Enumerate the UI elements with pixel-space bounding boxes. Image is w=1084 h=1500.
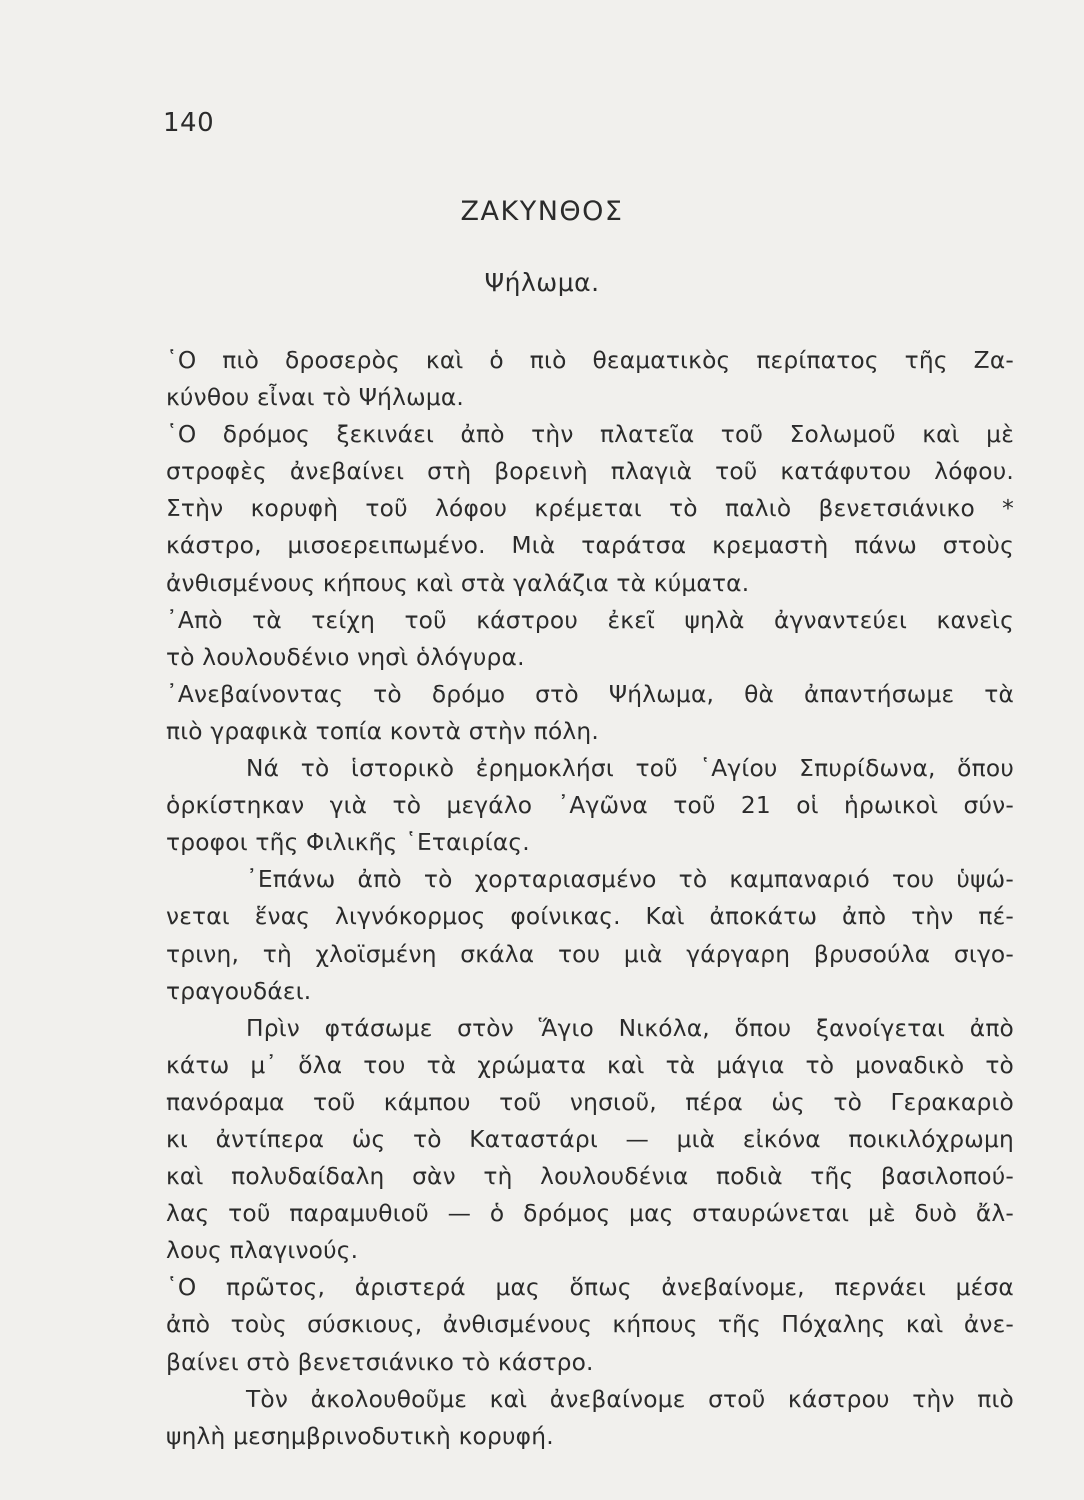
text-line: Πρὶν φτάσωμε στὸν Ἅγιο Νικόλα, ὅπου ξανοίγεται ἀπὸ xyxy=(246,1014,1014,1042)
text-line: ῾Ο δρόμος ξεκινάει ἀπὸ τὴν πλατεῖα τοῦ Σολωμοῦ καὶ μὲ xyxy=(166,421,1014,449)
text-line: ὁρκίστηκαν γιὰ τὸ μεγάλο ᾿Αγῶνα τοῦ 21 οἱ ἡρωικοὶ σύν- xyxy=(166,792,1014,820)
text-line: κάτω μ᾿ ὅλα του τὰ χρώματα καὶ τὰ μάγια τὸ μοναδικὸ τὸ xyxy=(166,1051,1014,1079)
text-line: Νά τὸ ἱστορικὸ ἐρημοκλήσι τοῦ ῾Αγίου Σπυρίδωνα, ὅπου xyxy=(246,755,1014,783)
body-text xyxy=(166,342,1014,1455)
text-line: λας τοῦ παραμυθιοῦ — ὁ δρόμος μας σταυρώνεται μὲ δυὸ ἄλ- xyxy=(166,1200,1014,1228)
text-line: ῾Ο πιὸ δροσερὸς καὶ ὁ πιὸ θεαματικὸς περίπατος τῆς Ζα- xyxy=(166,347,1014,374)
text-line: κι ἀντίπερα ὡς τὸ Καταστάρι — μιὰ εἰκόνα ποικιλόχρωμη xyxy=(166,1125,1014,1153)
text-line: πιὸ γραφικὰ τοπία κοντὰ στὴν πόλη. xyxy=(166,717,599,745)
text-line: τρινη, τὴ χλοϊσμένη σκάλα του μιὰ γάργαρη βρυσούλα σιγο- xyxy=(166,940,1014,968)
text-line: κύνθου εἶναι τὸ Ψήλωμα. xyxy=(166,384,465,412)
text-line: ἀνθισμένους κήπους καὶ στὰ γαλάζια τὰ κύματα. xyxy=(166,569,750,597)
text-line: ψηλὴ μεσημβρινοδυτικὴ κορυφή. xyxy=(166,1422,554,1450)
text-line: ἀπὸ τοὺς σύσκιους, ἀνθισμένους κήπους τῆς Πόχαλης καὶ ἀνε- xyxy=(166,1311,1014,1339)
text-line: ᾿Επάνω ἀπὸ τὸ χορταριασμένο τὸ καμπαναριό του ὑψώ- xyxy=(246,866,1014,894)
text-line: λους πλαγινούς. xyxy=(166,1237,359,1265)
text-line: νεται ἕνας λιγνόκορμος φοίνικας. Καὶ ἀποκάτω ἀπὸ τὴν πέ- xyxy=(166,903,1014,931)
text-line: στροφὲς ἀνεβαίνει στὴ βορεινὴ πλαγιὰ τοῦ κατάφυτου λόφου. xyxy=(166,458,1014,486)
text-line: καὶ πολυδαίδαλη σὰν τὴ λουλουδένια ποδιὰ τῆς βασιλοπού- xyxy=(166,1163,1014,1191)
text-line: πανόραμα τοῦ κάμπου τοῦ νησιοῦ, πέρα ὡς τὸ Γερακαριὸ xyxy=(166,1088,1014,1116)
section-title: Ψήλωμα. xyxy=(484,268,600,297)
text-line: ᾿Απὸ τὰ τείχη τοῦ κάστρου ἐκεῖ ψηλὰ ἀγναντεύει κανεὶς xyxy=(166,606,1014,634)
text-line: Τὸν ἀκολουθοῦμε καὶ ἀνεβαίνομε στοῦ κάστρου τὴν πιὸ xyxy=(246,1385,1014,1413)
text-line: βαίνει στὸ βενετσιάνικο τὸ κάστρο. xyxy=(166,1348,594,1376)
text-line: ῾Ο πρῶτος, ἀριστερά μας ὅπως ἀνεβαίνομε, περνάει μέσα xyxy=(166,1274,1014,1302)
chapter-title: ΖΑΚΥΝΘΟΣ xyxy=(460,196,624,227)
text-line: κάστρο, μισοερειπωμένο. Μιὰ ταράτσα κρεμαστὴ πάνω στοὺς xyxy=(166,532,1014,560)
text-line: Στὴν κορυφὴ τοῦ λόφου κρέμεται τὸ παλιὸ βενετσιάνικο * xyxy=(166,495,1014,523)
text-line: ᾿Ανεβαίνοντας τὸ δρόμο στὸ Ψήλωμα, θὰ ἀπαντήσωμε τὰ xyxy=(166,680,1014,708)
text-line: τὸ λουλουδένιο νησὶ ὁλόγυρα. xyxy=(166,643,525,671)
page-number: 140 xyxy=(163,108,215,138)
text-line: τροφοι τῆς Φιλικῆς ῾Εταιρίας. xyxy=(166,829,530,857)
text-line: τραγουδάει. xyxy=(166,977,312,1005)
